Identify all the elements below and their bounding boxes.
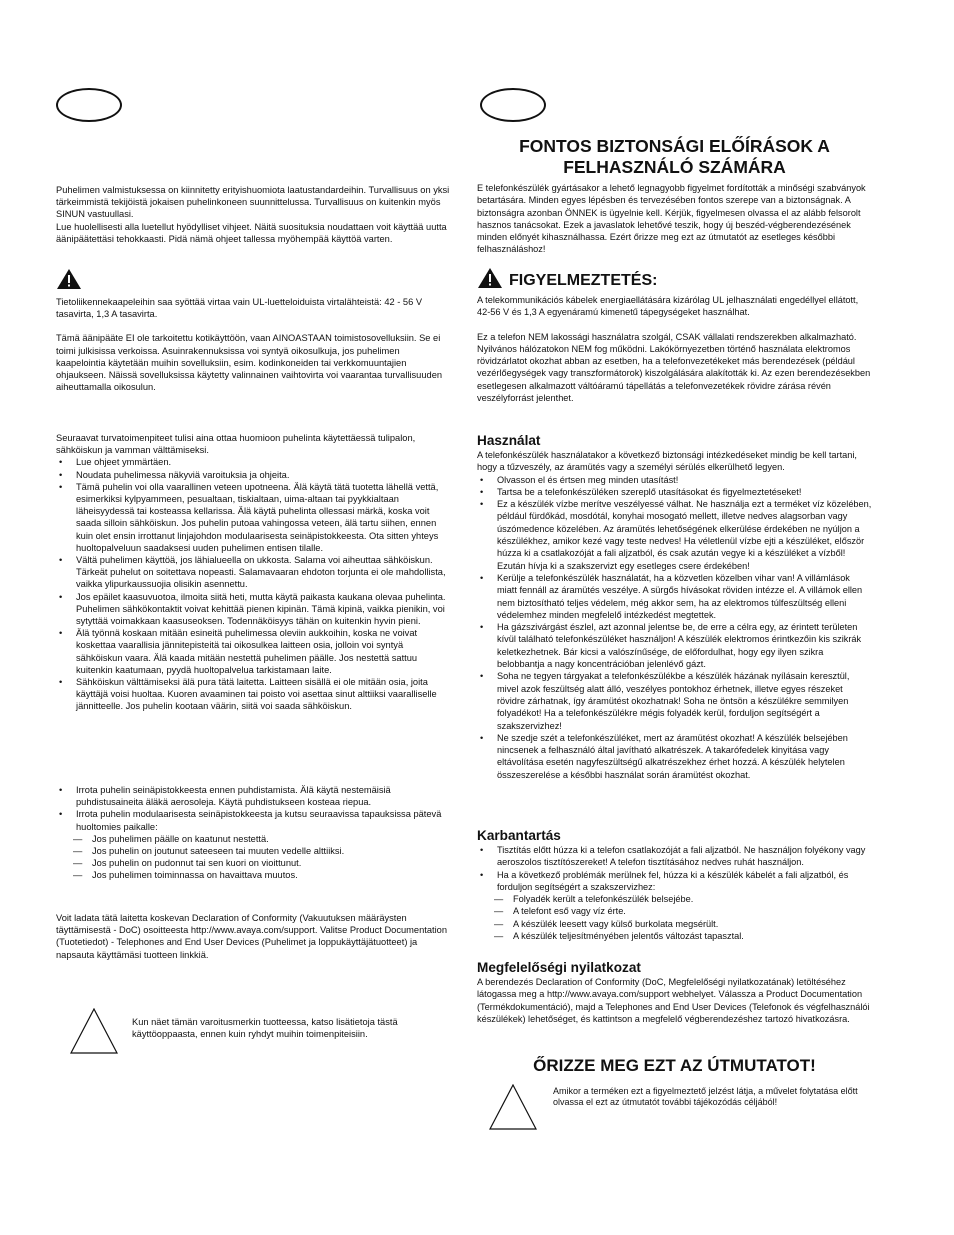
usage-section [477, 433, 872, 781]
usage-intro: A telefonkészülék használatakor a következő biztonsági intézkedéseket mindig be kell tartani, hogy a tűzveszély, az áramütés vagy a személyi sérülés elkerülhető legyen. [477, 450, 857, 473]
language-oval-icon [56, 88, 122, 122]
dash-item: — A készülék teljesítményében jelentős változást tapasztal. [477, 930, 872, 942]
dash-item: — A telefont eső vagy víz érte. [477, 905, 872, 917]
measures-intro: Seuraavat turvatoimenpiteet tulisi aina ottaa huomioon puhelinta käytettäessä tulipalon, sähköiskun ja vamman välttämiseksi. [56, 433, 416, 456]
list-item: • Tämä puhelin voi olla vaarallinen veteen upotneena. Älä käytä tätä tuotetta lähellä vettä, esimerkiksi kylpyammeen, pesualtaan, tiskialtaan, uima-altaan tai pyykkialtaan läheisyydessä tai kosteassa kellarissa. Älä käytä puhelinta ollessasi märkä, koska voit saada silloin sähköiskun. Jos puhelin putoaa vahingossa veteen, älä tartu siihen, ennen kuin olet ensin irrottanut linjajohdon modulaarisesta seinäpistokkeesta. Ota sitten yhteys huoltopalveluun saadaksesi uuden puhelimen entisen tilalle. [56, 481, 451, 554]
warning-title: FIGYELMEZTETÉS: [509, 272, 658, 289]
maintenance-title: Karbantartás [477, 828, 561, 843]
list-item: • Olvasson el és értsen meg minden utasítást! [477, 474, 872, 486]
dash-item: — Folyadék került a telefonkészülék belsejébe. [477, 893, 872, 905]
warning-triangle-icon [56, 268, 82, 295]
outline-triangle-icon [489, 1084, 537, 1135]
safety-measures [56, 432, 451, 713]
warning-paragraph: Tietoliikennekaapeleihin saa syöttää virtaa vain UL-luetteloiduista virtalähteistä: 42 - 56 V tasavirta, 1,3 A tasavirta. [56, 297, 423, 320]
dash-item: — Jos puhelin on pudonnut tai sen kuori on vioittunut. [56, 857, 451, 869]
list-item: • Ha a következő problémák merülnek fel, húzza ki a készülék kábelét a fali aljzatból, és forduljon segítségért a szakszervizhez: [477, 869, 872, 894]
dash-item: — Jos puhelimen päälle on kaatunut nestettä. [56, 833, 451, 845]
maintenance-section [477, 828, 872, 942]
intro-paragraph: Lue huolellisesti alla luetellut hyödylliset vihjeet. Näitä suosituksia noudattaen voit käyttää uutta äänipäätettäsi tehokkaasti. Pidä nämä ohjeet tallessa myöhempää käyttöä varten. [56, 221, 447, 244]
list-item: • Soha ne tegyen tárgyakat a telefonkészülékbe a készülék házának nyílásain keresztül, mivel azok feszültség alatt álló, veszélyes pontokhoz érhetnek, illetve egyes részeket rövidre zárhatnak, így áramütést okozhatnak! Soha ne öntsön a készülékre semmilyen folyadékot! Ha a telefonkészülékre mégis folyadék kerül, forduljon segítségért a szakszervizhez! [477, 670, 872, 731]
keep-guide-title: ŐRIZZE MEG EZT AZ ÚTMUTATOT! [533, 1056, 816, 1075]
list-item: • Ne szedje szét a telefonkészüléket, mert az áramütést okozhat! A készülék belsejében nincsenek a felhasználó által javítható alkatrészek. A takarófedelek kinyitása vagy eltávolítása esetén nagyfeszültségű alkatrészekhez érhet hozzá. A készülék helytelen összeszerelése a későbbi használat során áramütést okozhat. [477, 732, 872, 781]
list-item: • Kerülje a telefonkészülék használatát, ha a közvetlen közelben vihar van! A villámlások miatt fennáll az áramütés veszélye. A sürgős hívásokat röviden intézze el. A villámok ellen nem biztosítható teljes védelem, még akkor sem, ha az elektromos túlfeszültség elleni védelemhez minden megfelelő intézkedést megtettek. [477, 572, 872, 621]
intro-text [477, 182, 872, 256]
list-item: • Irrota puhelin seinäpistokkeesta ennen puhdistamista. Älä käytä nestemäisiä puhdistusaineita äläkä aerosoleja. Käytä puhdistukseen kosteaa riepua. [56, 784, 451, 808]
list-item: • Tartsa be a telefonkészüléken szereplő utasításokat és figyelmeztetéseket! [477, 486, 872, 498]
list-item: • Älä työnnä koskaan mitään esineitä puhelimessa oleviin aukkoihin, koska ne voivat koskettaa vaarallisia jännitepisteitä tai oikosulkea laitteen osia, jolloin voi syntyä sähköiskun vaara. Älä kaada mitään nestettä puhelimen päälle. Jos nestettä sattuu kuitenkin kaatumaan, pyydä huoltopalvelua tarkistamaan laite. [56, 627, 451, 676]
conformity-paragraph: Voit ladata tätä laitetta koskevan Declaration of Conformity (Vakuutuksen määräysten täyttämisestä - DoC) osoitteesta http://www.avaya.com/support. Valitse Product Documentation (Tuotetiedot) - Telephones and End User Devices (Puhelimet ja loppukäyttäjätuotteet) ja napsauta käyttämäsi tuotteen linkkiä. [56, 913, 447, 960]
dash-item: — Jos puhelimen toiminnassa on havaittava muutos. [56, 869, 451, 881]
warning-heading [477, 267, 657, 294]
intro-text [56, 184, 451, 245]
list-item: • Tisztítás előtt húzza ki a telefon csatlakozóját a fali aljzatból. Ne használjon folyékony vagy aeroszolos tisztítószereket! A telefon tisztításához nedves ruhát használjon. [477, 844, 872, 869]
conformity-paragraph: A berendezés Declaration of Conformity (DoC, Megfelelőségi nyilatkozatának) letöltéséhez látogassa meg a http://www.avaya.com/support webhelyet. Válassza a Product Documentation (Termékdokumentáció), majd a Telephones and End User Devices (Telefonok és végfelhasználói készülékek) lehetőséget, és kattintson a megfelelő végberendezéshez tartozó hivatkozásra. [477, 977, 870, 1024]
conformity-title: Megfelelőségi nyilatkozat [477, 960, 641, 975]
list-item: • Noudata puhelimessa näkyviä varoituksia ja ohjeita. [56, 469, 451, 481]
care-section [56, 784, 451, 882]
warning-section [56, 296, 448, 393]
warning-paragraph: A telekommunikációs kábelek energiaellátására kizárólag UL jelhasználati engedéllyel ellátott, 42-56 V és 1,3 A egyenáramú kimenetű tápegységeket használhat. [477, 295, 859, 318]
language-oval-icon [480, 88, 546, 122]
list-item: • Ha gázszivárgást észlel, azt azonnal jelentse be, de erre a célra egy, az érintett területen kívül található telefonkészüléket használjon! A készülék elektromos érintkezőin kis szikrák keletkezhetnek. Bár kicsi a valószínűsége, de előfordulhat, hogy egy ilyen szikra belobbantja a nagy koncentrációban jelenlévő gázt. [477, 621, 872, 670]
page-title: FONTOS BIZTONSÁGI ELŐÍRÁSOK A FELHASZNÁLÓ SZÁMÁRA [519, 136, 830, 177]
intro-paragraph: Puhelimen valmistuksessa on kiinnitetty erityishuomiota laatustandardeihin. Turvallisuus on yksi tärkeimmistä tekijöistä jokaisen puhelinkoneen suunnittelussa. Turvallisuus on kuitenkin myös SINUN vastuullasi. [56, 185, 450, 220]
dash-item: — A készülék leesett vagy külső burkolata megsérült. [477, 918, 872, 930]
list-item: • Vältä puhelimen käyttöä, jos lähialueella on ukkosta. Salama voi aiheuttaa sähköiskun. Tärkeät puhelut on soitettava nopeasti. Salamavaaran ehdoton torjunta ei ole mahdollista, vaikka ylipurkaussuojia olisikin asennettu. [56, 554, 451, 591]
list-item: • Ez a készülék vízbe merítve veszélyessé válhat. Ne használja ezt a terméket víz közelében, például fürdőkád, mosdótál, konyhai mosogató mellett, illetve nedves alagsorban vagy úszómedence közelében. Az áramütés lehetőségének elkerülése érdekében ne nyúljon a készülékhez, amikor kezé vagy teste nedves! Ha véletlenül vízbe ejti a készüléket, először húzza ki a csatlakozóját a fali aljzatból, és csak azután vegye ki a készüléket a vízből! Ezután hívja ki a szakszervizt egy esetleges csere érdekében! [477, 498, 872, 572]
list-item: • Sähköiskun välttämiseksi älä pura tätä laitetta. Laitteen sisällä ei ole mitään osia, joita käyttäjä voisi huoltaa. Kuoren avaaminen tai poisto voi asettaa sinut alttiiksi vaaralliselle jännitteelle. Jos puhelin kootaan väärin, siitä voi saada sähköiskun. [56, 676, 451, 713]
list-item: • Irrota puhelin modulaarisesta seinäpistokkeesta ja kutsu seuraavissa tapauksissa pätevä huoltomies paikalle: [56, 808, 451, 832]
intro-paragraph: E telefonkészülék gyártásakor a lehető legnagyobb figyelmet fordították a minőségi szabványok betartására. Minden egyes lépésben és tervezésében fontos szerepe van a biztonságnak. A biztonságra azonban ÖNNEK is ügyelnie kell. Kérjük, figyelmesen olvassa el az alább felsorolt hasznos tanácsokat. Ezek a javaslatok lehetővé teszik, hogy új beszéd-végberendezésének minden előnyét kihasználhassa. Ezért őrizze meg ezt az útmutatót az esetleges későbbi felhasználáshoz! [477, 183, 866, 255]
symbol-note: Kun näet tämän varoitusmerkin tuotteessa, katso lisätietoja tästä käyttöoppaasta, ennen kuin ryhdyt muihin toimenpiteisiin. [132, 1017, 398, 1040]
warning-triangle-icon [477, 267, 503, 294]
warning-paragraph: Ez a telefon NEM lakossági használatra szolgál, CSAK vállalati rendszerekben alkalmazható. Nyilvános hálózatokon NEM fog működni. Lakókörnyezetben történő használata elektromos rövidzárlatot okozhat abban az esetben, ha a telefonvezetékeket más berendezések (például vezérlőegységek vagy transzformátorok) kiszolgálására alakították ki. Az ezen berendezésekben esetlegesen alkalmazott váltóáramú tápellátás a telefonvezetékek rövidre zárása révén veszélyforrást jelenthet. [477, 331, 871, 404]
conformity-section [56, 912, 448, 961]
list-item: • Jos epäilet kaasuvuotoa, ilmoita siitä heti, mutta käytä paikasta kaukana olevaa puhelinta. Puhelimen sähkökontaktit voivat kehittää pienen kipinän. Tämä kipinä, vaikka pienikin, voi sytyttää voimakkaan kaasuseoksen. Todennäköisyys tähän on kuitenkin hyvin pieni. [56, 591, 451, 628]
warning-paragraph: Tämä äänipääte EI ole tarkoitettu kotikäyttöön, vaan AINOASTAAN toimistosovelluksiin. Se ei toimi julkisissa verkoissa. Asuinrakennuksissa voi syntyä oikosulkuja, jos puhelimen kaapelointia käytetään muihin sovelluksiin, esim. kodinkoneiden tai verkkomuuntajien ohjaukseen. Näissä sovelluksissa käytetty valinnainen vaihtovirta voi vaarantaa turvallisuuden aiheuttamalla oikosulun. [56, 333, 443, 393]
dash-item: — Jos puhelin on joutunut sateeseen tai muuten vedelle alttiiksi. [56, 845, 451, 857]
list-item: • Lue ohjeet ymmärtäen. [56, 456, 451, 468]
usage-title: Használat [477, 433, 541, 448]
conformity-section [477, 960, 872, 1025]
outline-triangle-icon [70, 1008, 118, 1059]
symbol-note: Amikor a terméken ezt a figyelmeztető jelzést látja, a művelet folytatása előtt olvassa el ezt az útmutatót további tájékozódás céljából! [553, 1086, 858, 1107]
warning-section [477, 294, 872, 404]
